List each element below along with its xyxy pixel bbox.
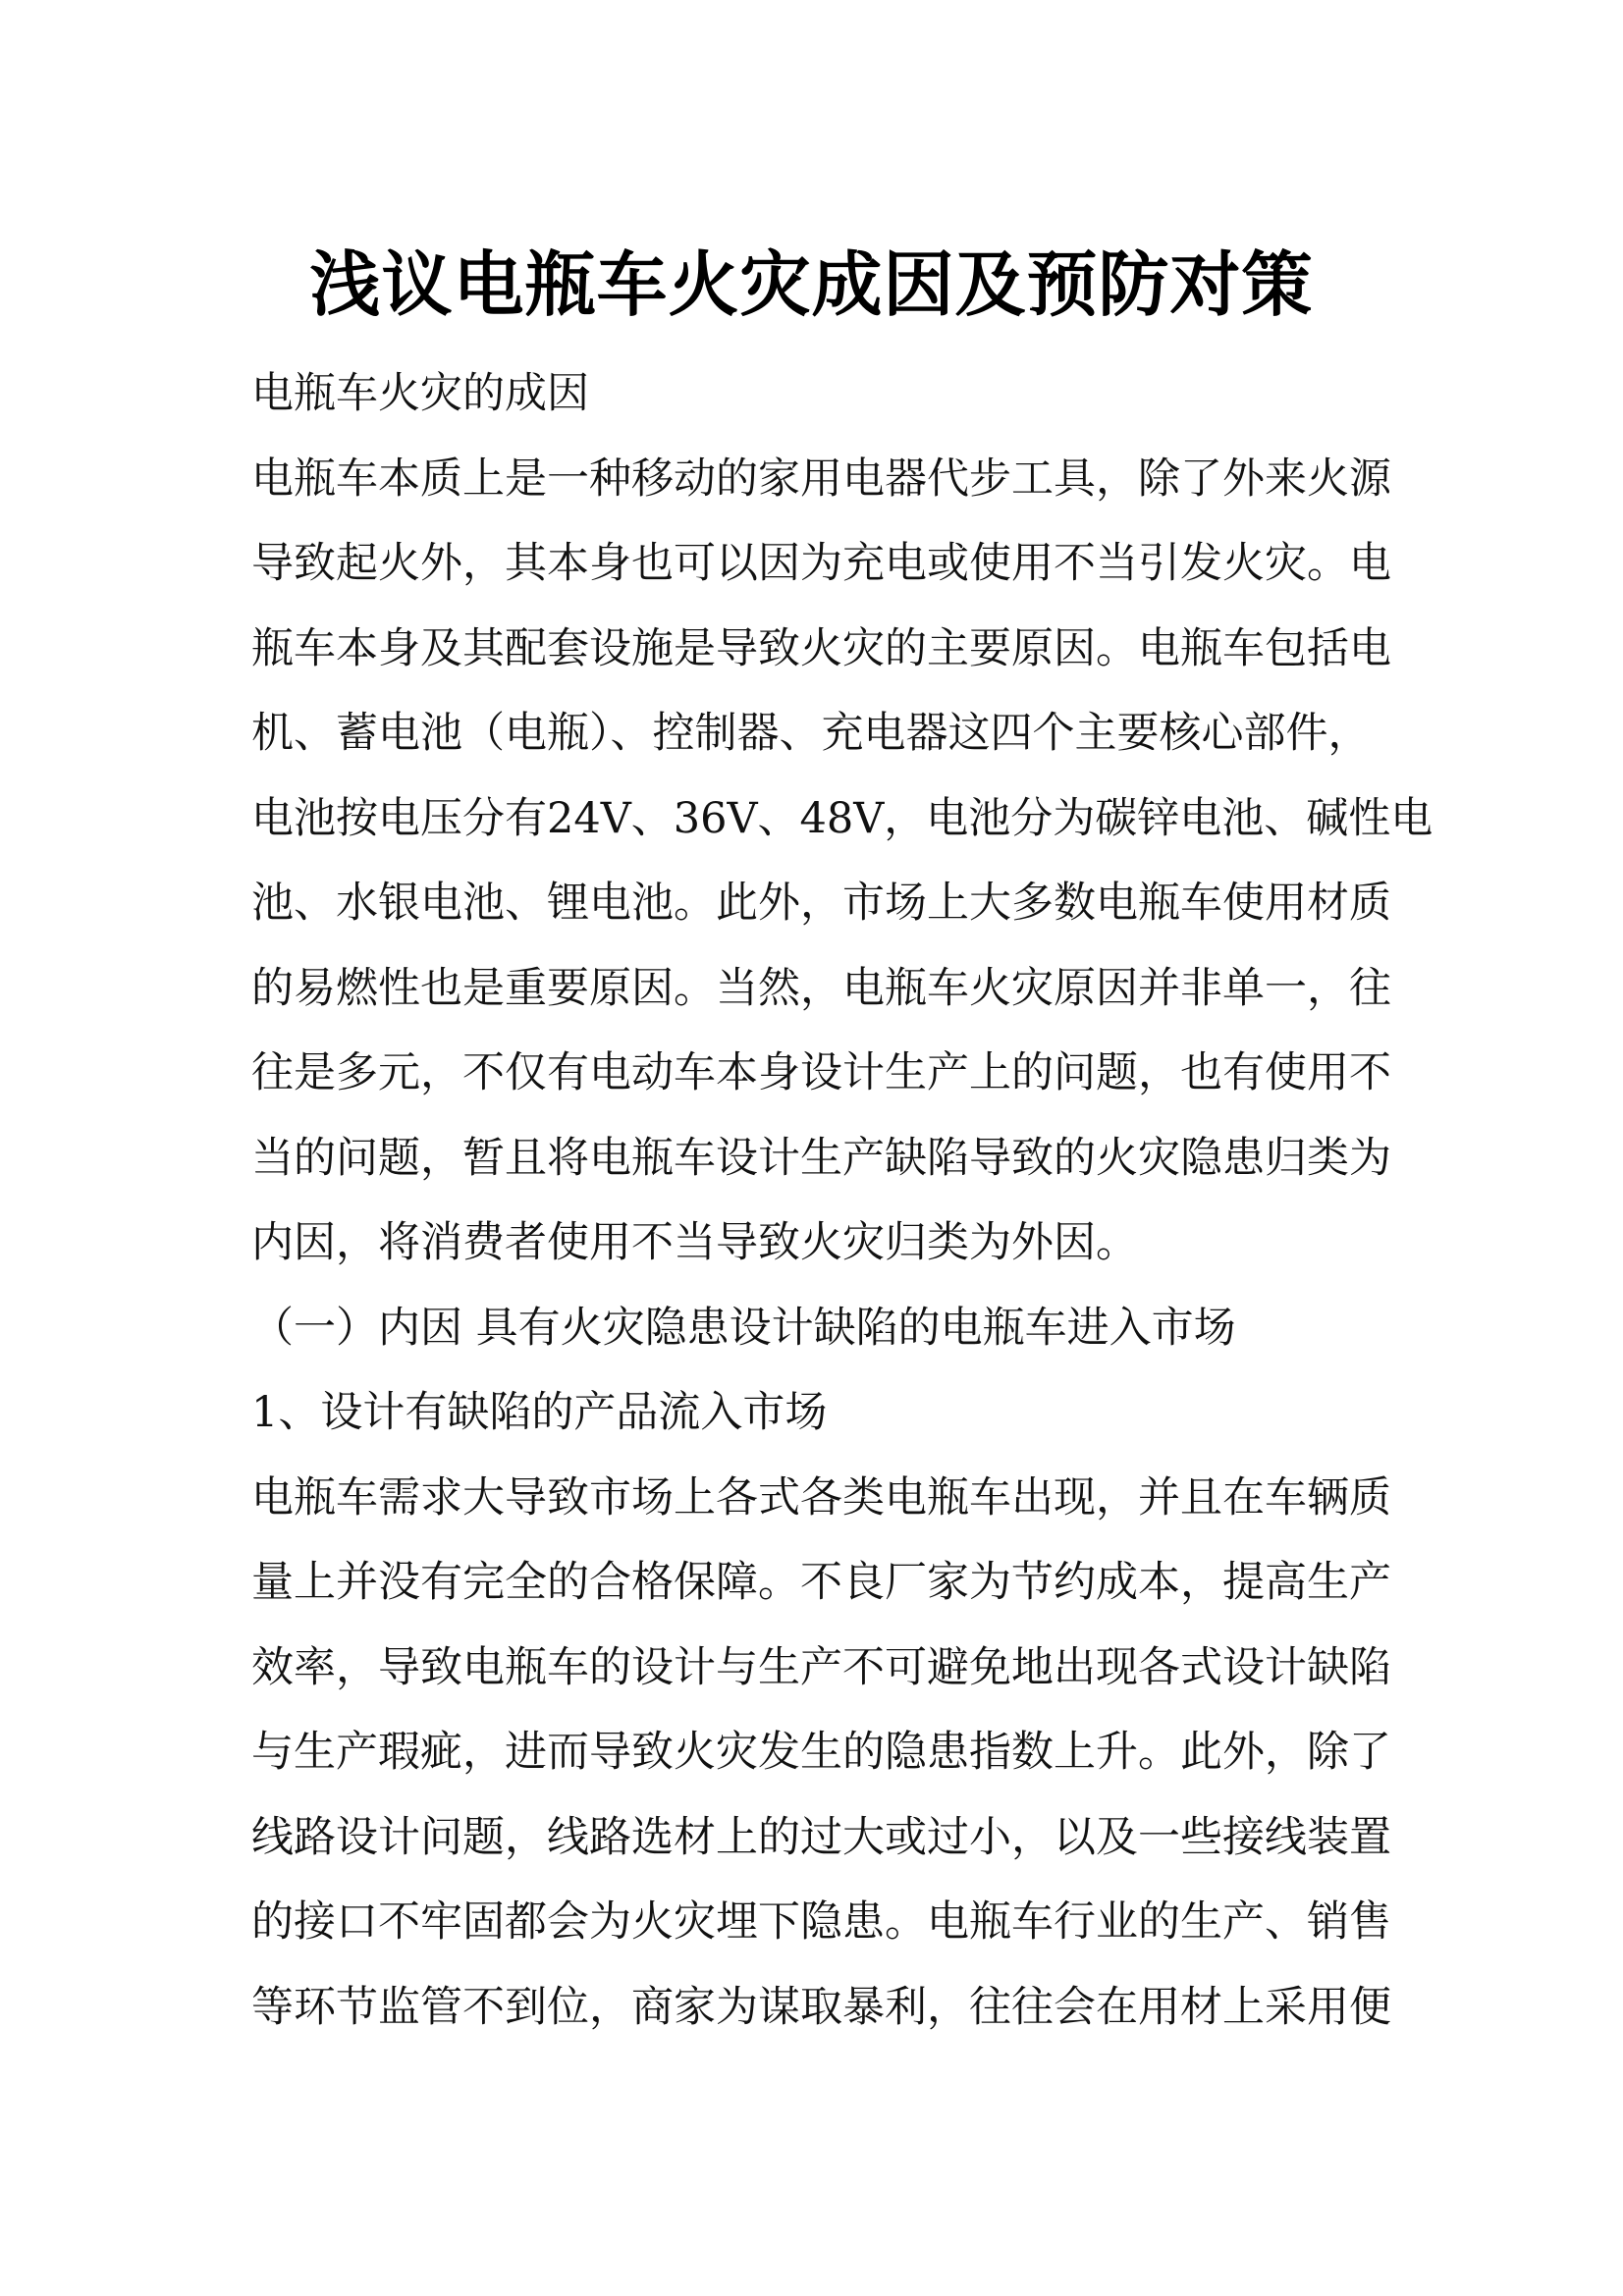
paragraph-line: 瓶车本身及其配套设施是导致火灾的主要原因。电瓶车包括电 bbox=[251, 623, 1391, 673]
paragraph-line: 内因，将消费者使用不当导致火灾归类为外因。 bbox=[251, 1218, 1138, 1267]
paragraph-line: 池、水银电池、锂电池。此外，市场上大多数电瓶车使用材质 bbox=[251, 879, 1391, 928]
paragraph-line: 效率，导致电瓶车的设计与生产不可避免地出现各式设计缺陷 bbox=[251, 1642, 1391, 1692]
paragraph-line: 电池按电压分有24V、36V、48V，电池分为碳锌电池、碱性电 bbox=[251, 793, 1434, 843]
paragraph-line: 导致起火外，其本身也可以因为充电或使用不当引发火灾。电 bbox=[251, 539, 1391, 588]
paragraph-line: 电瓶车本质上是一种移动的家用电器代步工具，除了外来火源 bbox=[251, 454, 1391, 504]
paragraph-line: 的接口不牢固都会为火灾埋下隐患。电瓶车行业的生产、销售 bbox=[251, 1897, 1391, 1947]
paragraph-line: 的易燃性也是重要原因。当然，电瓶车火灾原因并非单一，往 bbox=[251, 963, 1391, 1013]
section-heading: （一）内因 具有火灾隐患设计缺陷的电瓶车进入市场 bbox=[251, 1303, 1236, 1353]
paragraph-line: 电瓶车需求大导致市场上各式各类电瓶车出现，并且在车辆质 bbox=[251, 1472, 1391, 1522]
paragraph-line: 线路设计问题，线路选材上的过大或过小，以及一些接线装置 bbox=[251, 1812, 1391, 1862]
paragraph-line: 与生产瑕疵，进而导致火灾发生的隐患指数上升。此外，除了 bbox=[251, 1728, 1391, 1777]
section-heading: 电瓶车火灾的成因 bbox=[251, 369, 589, 418]
paragraph-line: 机、蓄电池（电瓶）、控制器、充电器这四个主要核心部件， bbox=[251, 709, 1371, 758]
paragraph-line: 当的问题，暂且将电瓶车设计生产缺陷导致的火灾隐患归类为 bbox=[251, 1133, 1391, 1183]
paragraph-line: 等环节监管不到位，商家为谋取暴利，往往会在用材上采用便 bbox=[251, 1982, 1391, 2032]
subsection-heading: 1、设计有缺陷的产品流入市场 bbox=[251, 1388, 828, 1437]
document-body bbox=[251, 351, 1434, 2050]
paragraph-line: 往是多元，不仅有电动车本身设计生产上的问题，也有使用不 bbox=[251, 1048, 1391, 1097]
paragraph-line: 量上并没有完全的合格保障。不良厂家为节约成本，提高生产 bbox=[251, 1558, 1391, 1607]
document-title: 浅议电瓶车火灾成因及预防对策 bbox=[309, 243, 1314, 326]
